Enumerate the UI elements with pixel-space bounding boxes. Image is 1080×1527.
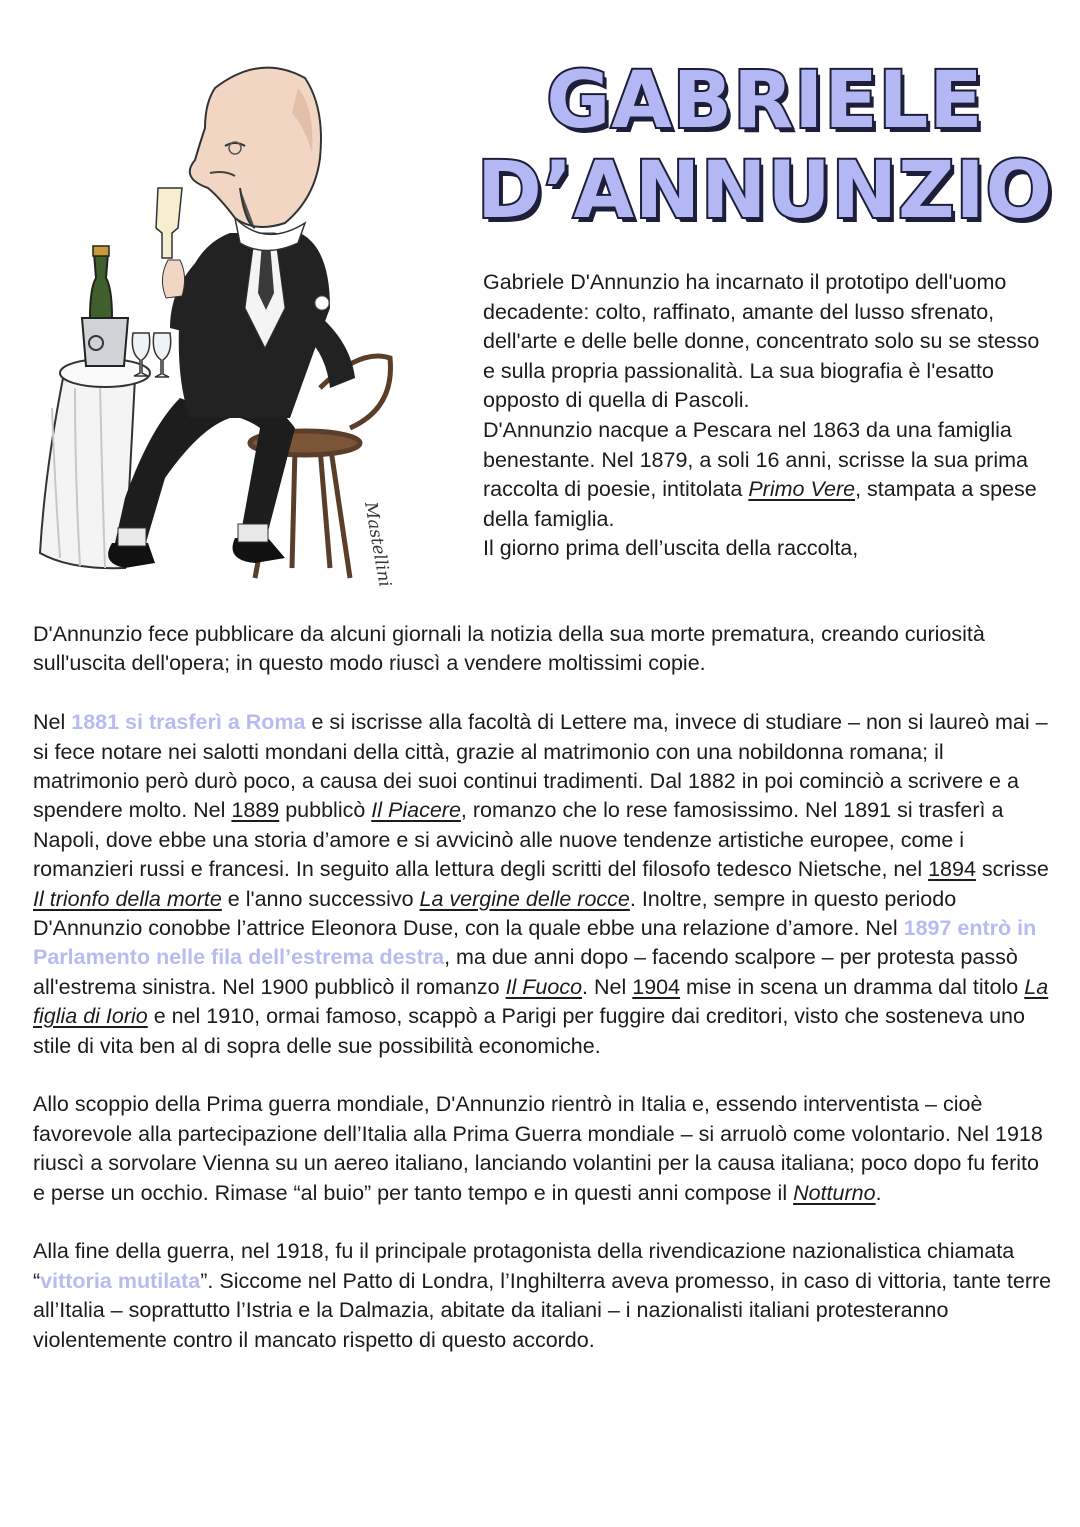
intro-text: , stampata a spese della famiglia.: [483, 477, 1037, 531]
text: e l'anno successivo: [221, 886, 420, 911]
highlight-parliament: 1897 entrò in Parlamento nelle fila dell’estrema destra: [33, 916, 1037, 970]
intro-section: [483, 268, 1043, 564]
title-line-2: D’ANNUNZIO: [477, 146, 1053, 236]
text: scrisse: [975, 857, 1049, 882]
year-1894: 1894: [928, 857, 976, 882]
page-title: [470, 56, 1060, 236]
text: ”. Siccome nel Patto di Londra, l’Inghilterra aveva promesso, in caso di vittoria, tante terre all’Italia – soprattutto l’Istria e la Dalmazia, abitate da italiani – i nazionalisti italiani protesteranno violentemente contro il mancato rispetto di questo accordo.: [33, 1268, 1052, 1352]
work-title-primo-vere: Primo Vere: [748, 477, 856, 502]
text: pubblicò: [279, 798, 372, 823]
text: , romanzo che lo rese famosissimo. Nel 1891 si trasferì a Napoli, dove ebbe una storia d’amore e si avvicinò alle nuove tendenze artistiche europee, come i romanzieri russi e francesi. In seguito alla lettura degli scritti del filosofo tedesco Nietsche, nel: [33, 798, 1004, 882]
text: Alla fine della guerra, nel 1918, fu il principale protagonista della rivendicazione nazionalistica chiamata “: [33, 1239, 1015, 1293]
paragraph-3: [33, 1090, 1053, 1208]
text: Allo scoppio della Prima guerra mondiale, D'Annunzio rientrò in Italia e, essendo interventista – cioè favorevole alla partecipazione dell’Italia alla Prima Guerra mondiale – si arruolò come volontario. Nel 1918 riuscì a sorvolare Vienna su un aereo italiano, lanciando volantini per la causa italiana; poco dopo fu ferito e perse un occhio. Rimase “al buio” per tanto tempo e in questi anni compose il: [33, 1092, 1043, 1205]
figure-torso: [179, 218, 355, 418]
year-1889: 1889: [231, 798, 280, 823]
work-title-il-trionfo-della-morte: Il trionfo della morte: [33, 886, 222, 911]
highlight-rome: 1881 si trasferì a Roma: [71, 710, 306, 735]
text: .: [875, 1180, 882, 1205]
work-title-la-figlia-di-iorio: La figlia di Iorio: [33, 974, 1049, 1029]
text: Nel: [33, 710, 72, 735]
caricature-illustration: [30, 48, 395, 593]
intro-paragraph-1: Gabriele D'Annunzio ha incarnato il prototipo dell'uomo decadente: colto, raffinato, amante del lusso sfrenato, dell'arte e delle belle donne, concentrato solo su se stesso e sulla propria passionalità. La sua biografia è l'esatto opposto di quella di Pascoli.: [483, 270, 1040, 413]
text: e si iscrisse alla facoltà di Lettere ma, invece di studiare – non si laureò mai – si fece notare nei salotti mondani della città, grazie al matrimonio con una nobildonna romana; il matrimonio però durò poco, a causa dei suoi continui tradimenti. Dal 1882 in poi cominciò a scrivere e a spendere molto. Nel: [33, 710, 1048, 823]
figure-head: [190, 68, 321, 228]
title-line-1: GABRIELE: [546, 56, 984, 146]
highlight-vittoria-mutilata: vittoria mutilata: [40, 1268, 201, 1293]
intro-paragraph-3: Il giorno prima dell’uscita della raccolta,: [483, 536, 859, 561]
text: , ma due anni dopo – facendo scalpore – per protesta passò all'estrema sinistra. Nel 1900 pubblicò il romanzo: [33, 945, 1018, 999]
text: e nel 1910, ormai famoso, scappò a Parigi per fuggire dai creditori, visto che sosteneva uno stile di vita ben al di sopra delle sue possibilità economiche.: [33, 1004, 1025, 1058]
paragraph-4: [33, 1237, 1053, 1355]
paragraph-2: [33, 708, 1053, 1061]
year-1904: 1904: [632, 974, 681, 999]
text: . Nel: [582, 974, 633, 999]
artist-signature: Mastellini: [360, 500, 395, 589]
work-title-la-vergine-delle-rocce: La vergine delle rocce: [419, 886, 630, 911]
text: mise in scena un dramma dal titolo: [680, 974, 1025, 999]
intro-text: D'Annunzio nacque a Pescara nel 1863 da una famiglia benestante. Nel 1879, a soli 16 anni, scrisse la sua prima raccolta di poesie, intitolata: [483, 417, 1028, 502]
work-title-notturno: Notturno: [793, 1180, 876, 1205]
work-title-il-fuoco: Il Fuoco: [505, 974, 583, 999]
text: . Inoltre, sempre in questo periodo D'Annunzio conobbe l’attrice Eleonora Duse, con la quale ebbe una relazione d’amore. Nel: [33, 886, 957, 941]
intro-paragraph-2: [483, 416, 1043, 534]
work-title-il-piacere: Il Piacere: [371, 798, 461, 823]
champagne-bucket: [82, 246, 128, 366]
paragraph-1: D'Annunzio fece pubblicare da alcuni giornali la notizia della sua morte prematura, creando curiosità sull'uscita dell'opera; in questo modo riuscì a vendere moltissimi copie.: [33, 622, 985, 676]
biography-body: [33, 620, 1053, 1355]
